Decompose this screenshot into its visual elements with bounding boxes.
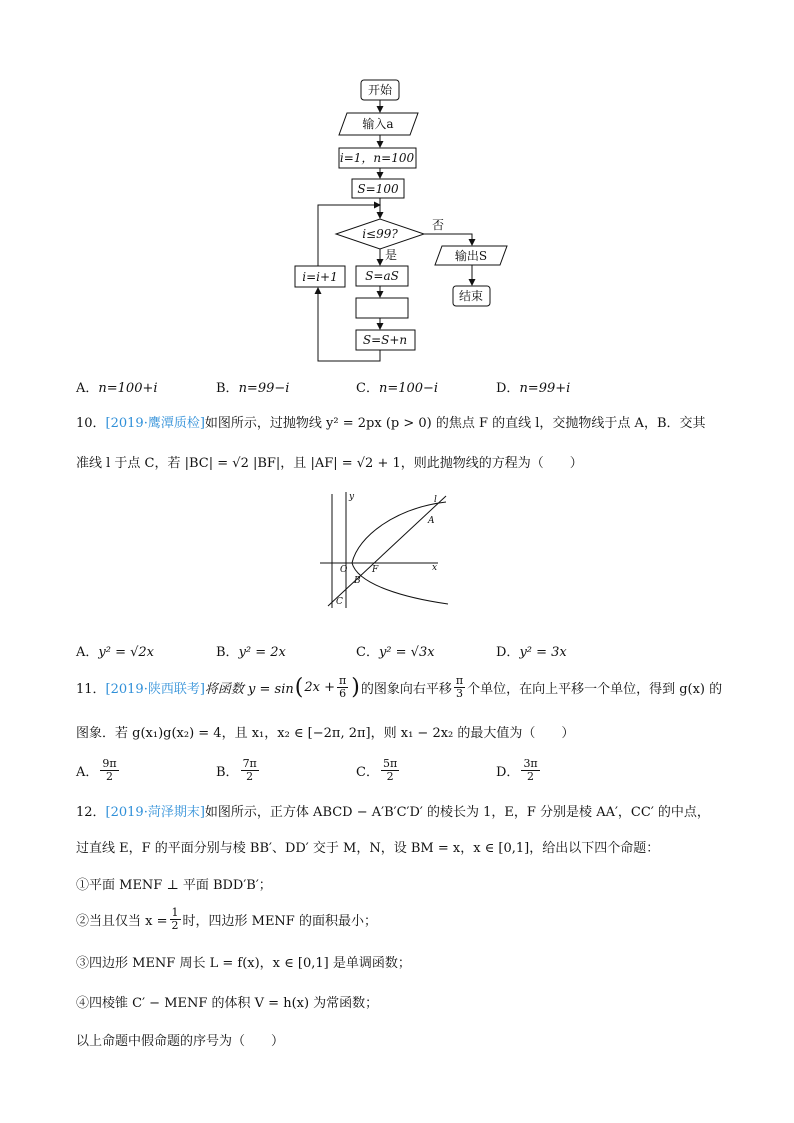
question-text: 如图所示，过抛物线 y² = 2px (p > 0) 的焦点 F 的直线 l，交抛物线于点 A，B．交其 <box>204 416 706 431</box>
q12-proposition-2 <box>76 904 377 934</box>
question-number: 11． <box>76 681 106 697</box>
frac-num: 1 <box>171 905 179 919</box>
question-text: 的图象向右平移 <box>360 681 452 697</box>
frac-num: π <box>455 673 464 687</box>
option-letter: D． <box>496 381 520 396</box>
source-tag: [2019·菏泽期末] <box>105 805 205 820</box>
frac-num: 5π <box>382 757 398 770</box>
graph-line-label: l <box>434 495 437 505</box>
q12-proposition-4: ④四棱锥 C′ − MENF 的体积 V = h(x) 为常函数； <box>76 996 379 1011</box>
option-text: y² = √3x <box>378 645 435 660</box>
frac-num: 7π <box>242 757 257 770</box>
frac-den: 6 <box>339 686 347 700</box>
q9-option-d[interactable] <box>496 377 570 396</box>
q11-line2: 图象．若 g(x₁)g(x₂) = 4，且 x₁，x₂ ∈ [−2π, 2π]，则 x₁ − 2x₂ 的最大值为（ ） <box>76 726 575 741</box>
q9-option-b[interactable] <box>216 377 289 396</box>
option-text: y² = √2x <box>98 645 154 660</box>
graph-point-c-label: C <box>336 597 343 607</box>
fraction-pi-3 <box>454 675 465 700</box>
graph-x-label: x <box>432 563 438 573</box>
q10-option-d[interactable] <box>496 641 567 660</box>
graph-origin-label: O <box>340 565 348 575</box>
flow-smul-label: S=aS <box>365 269 399 283</box>
question-number: 12． <box>76 805 106 820</box>
option-text: n=99+i <box>519 381 571 396</box>
source-tag: [2019·陕西联考] <box>105 681 205 697</box>
option-letter: C． <box>356 765 379 780</box>
q11-option-c[interactable] <box>356 758 401 783</box>
option-text: y² = 2x <box>238 645 286 660</box>
formula-text: 将函数 y = sin <box>204 681 294 697</box>
q12-line2: 过直线 E，F 的平面分别与棱 BB′、DD′ 交于 M，N，设 BM = x，x ∈ [0,1]，给出以下四个命题： <box>76 841 660 856</box>
paren-close: ) <box>351 674 360 700</box>
option-fraction <box>241 758 259 783</box>
q9-option-c[interactable] <box>356 377 438 396</box>
flow-init-label: i=1，n=100 <box>339 151 415 165</box>
q11-option-a[interactable] <box>76 758 121 783</box>
q10-option-b[interactable] <box>216 641 286 660</box>
option-letter: A． <box>76 765 99 780</box>
q10-line1 <box>76 412 706 431</box>
frac-den: 3 <box>455 686 463 700</box>
q12-line1 <box>76 801 710 820</box>
frac-den: 2 <box>246 770 254 783</box>
option-letter: A． <box>76 645 99 660</box>
option-fraction <box>100 758 118 783</box>
option-letter: B． <box>216 765 239 780</box>
q10-option-a[interactable] <box>76 641 154 660</box>
q11-option-b[interactable] <box>216 758 261 783</box>
option-text: n=99−i <box>238 381 290 396</box>
frac-num: 3π <box>523 757 538 770</box>
fraction-half <box>170 907 181 932</box>
q12-proposition-1: ①平面 MENF ⊥ 平面 BDD′B′； <box>76 878 272 893</box>
option-letter: D． <box>496 645 520 660</box>
q10-option-c[interactable] <box>356 641 435 660</box>
frac-den: 2 <box>527 770 535 783</box>
flow-no-label: 否 <box>431 218 445 232</box>
option-letter: C． <box>356 381 379 396</box>
paren-open: ( <box>294 674 304 700</box>
flow-iupdate-label: i=i+1 <box>302 270 338 284</box>
option-text: n=100+i <box>98 381 158 396</box>
question-text: 时，四边形 MENF 的面积最小； <box>182 913 377 929</box>
option-letter: C． <box>356 645 379 660</box>
q12-proposition-3: ③四边形 MENF 周长 L = f(x)，x ∈ [0,1] 是单调函数； <box>76 956 411 971</box>
frac-den: 2 <box>386 770 394 783</box>
option-text: y² = 3x <box>519 645 567 660</box>
flowchart <box>0 0 794 370</box>
source-tag: [2019·鹰潭质检] <box>105 416 205 431</box>
flow-input-label: 输入a <box>362 117 394 131</box>
frac-num: 9π <box>102 757 117 770</box>
flow-end-label: 结束 <box>458 289 484 303</box>
flow-blank-box <box>356 298 408 318</box>
q12-final-question: 以上命题中假命题的序号为（ ） <box>76 1034 285 1049</box>
formula-inner: 2x + <box>304 679 335 695</box>
flow-output-label: 输出S <box>454 249 488 263</box>
graph-focus-label: F <box>372 565 379 575</box>
graph-point-a-label: A <box>428 516 435 526</box>
option-letter: B． <box>216 645 239 660</box>
graph-point-b-label: B <box>354 576 361 586</box>
question-text: 个单位，在向上平移一个单位，得到 g(x) 的 <box>467 681 723 697</box>
q9-option-a[interactable] <box>76 377 158 396</box>
q10-line2: 准线 l 于点 C，若 |BC| = √2 |BF|，且 |AF| = √2 + 1，则此抛物线的方程为（ ） <box>76 456 583 471</box>
question-text: ②当且仅当 x = <box>76 913 168 929</box>
option-letter: B． <box>216 381 239 396</box>
flow-condition-label: i≤99? <box>362 227 398 241</box>
flow-sinit-label: S=100 <box>357 182 399 196</box>
frac-den: 2 <box>171 918 179 932</box>
question-text: 如图所示，正方体 ABCD − A′B′C′D′ 的棱长为 1，E，F 分别是棱 AA′，CC′ 的中点， <box>204 805 710 820</box>
frac-num: π <box>339 673 347 687</box>
option-fraction <box>521 758 539 783</box>
q11-option-d[interactable] <box>496 758 542 783</box>
option-text: n=100−i <box>378 381 439 396</box>
question-number: 10． <box>76 416 106 431</box>
fraction-pi-6 <box>337 675 348 700</box>
option-letter: D． <box>496 765 520 780</box>
parabola-graph <box>316 490 454 610</box>
option-letter: A． <box>76 381 99 396</box>
option-fraction <box>381 758 399 783</box>
q11-line1 <box>76 670 722 704</box>
flow-sadd-label: S=S+n <box>362 333 408 347</box>
flow-start-label: 开始 <box>367 83 393 97</box>
flow-yes-label: 是 <box>384 248 398 262</box>
frac-den: 2 <box>106 770 113 783</box>
graph-y-label: y <box>349 492 355 502</box>
